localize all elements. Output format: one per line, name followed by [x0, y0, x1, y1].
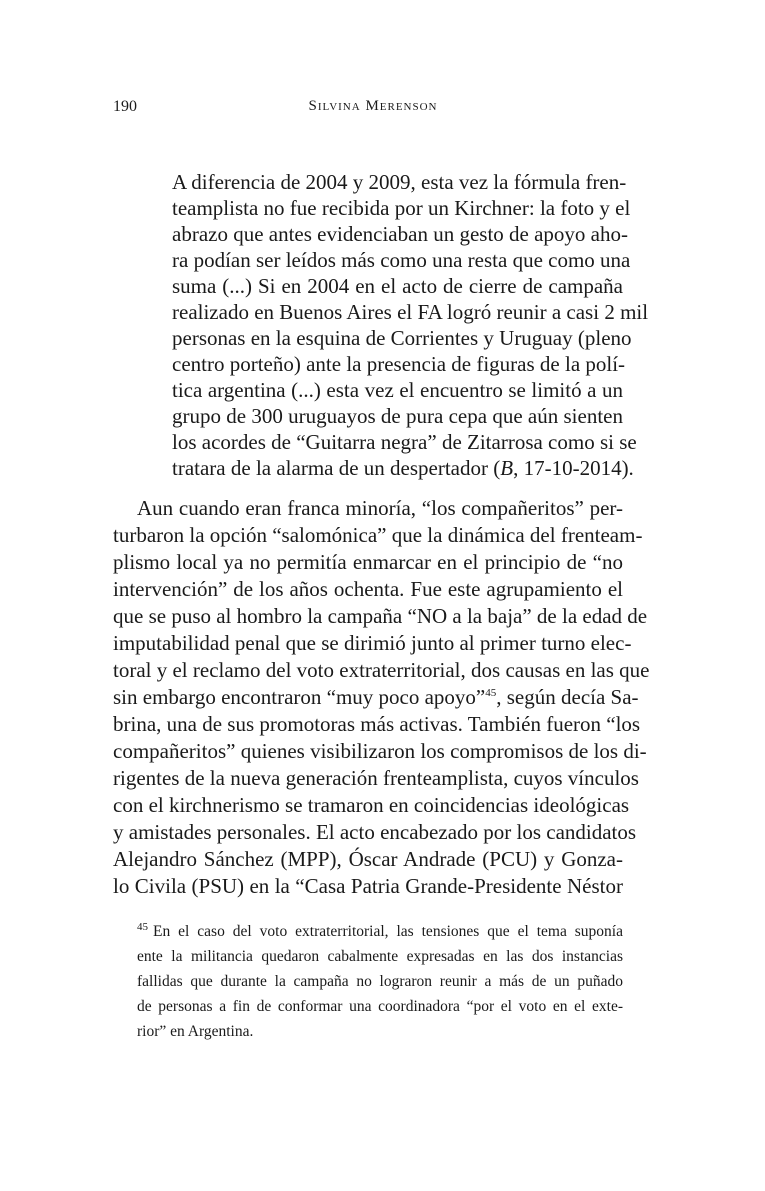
footnote-line: fallidas que durante la campaña no lograron reunir a más de un puñado [137, 973, 623, 990]
body-line: compañeritos” quienes visibilizaron los compromisos de los di- [113, 739, 647, 763]
body-line: imputabilidad penal que se dirimió junto al primer turno elec- [113, 631, 632, 655]
body-line: que se puso al hombro la campaña “NO a la baja” de la edad de [113, 604, 648, 628]
body-line: brina, una de sus promotoras más activas. También fueron “los [113, 712, 641, 736]
body-line: turbaron la opción “salomónica” que la dinámica del frenteam- [113, 523, 643, 547]
body-line: intervención” de los años ochenta. Fue este agrupamiento el [113, 577, 623, 601]
running-head: Silvina Merenson [308, 98, 438, 114]
quote-line: grupo de 300 uruguayos de pura cepa que aún sienten [172, 404, 623, 428]
quote-line: ra podían ser leídos más como una resta que como una [172, 248, 631, 272]
quote-text: tratara de la alarma de un despertador ( [172, 456, 501, 480]
quote-date: , 17-10-2014). [513, 456, 634, 480]
footnote-line: de personas a fin de conformar una coordinadora “por el voto en el exte- [137, 998, 623, 1015]
footnote-mark: 45 [137, 921, 148, 933]
body-line: toral y el reclamo del voto extraterritorial, dos causas en las que [113, 658, 650, 682]
body-line: Aun cuando eran franca minoría, “los compañeritos” per- [137, 496, 623, 520]
body-text: , según decía Sa- [496, 685, 639, 709]
quote-line: personas en la esquina de Corrientes y Uruguay (pleno [172, 326, 632, 350]
footnote-line: rior” en Argentina. [137, 1023, 254, 1040]
page-number: 190 [113, 98, 137, 115]
body-line: plismo local ya no permitía enmarcar en el principio de “no [113, 550, 623, 574]
body-line: Alejandro Sánchez (MPP), Óscar Andrade (PCU) y Gonza- [113, 847, 623, 871]
quote-line: abrazo que antes evidenciaban un gesto de apoyo aho- [172, 222, 628, 246]
quote-line: tica argentina (...) esta vez el encuentro se limitó a un [172, 378, 623, 402]
body-line-with-footnote-ref [113, 683, 639, 711]
quote-line-last [172, 454, 634, 482]
quote-line: realizado en Buenos Aires el FA logró reunir a casi 2 mil [172, 300, 649, 324]
body-text: sin embargo encontraron “muy poco apoyo” [113, 685, 486, 709]
quote-line: los acordes de “Guitarra negra” de Zitarrosa como si se [172, 430, 637, 454]
quote-line: A diferencia de 2004 y 2009, esta vez la fórmula fren- [172, 170, 627, 194]
body-line: con el kirchnerismo se tramaron en coincidencias ideológicas [113, 793, 630, 817]
footnote-line: ente la militancia quedaron cabalmente expresadas en las dos instancias [137, 948, 623, 965]
footnote-line [137, 921, 623, 944]
footnote-text: En el caso del voto extraterritorial, las tensiones que el tema suponía [153, 923, 623, 940]
quote-line: suma (...) Si en 2004 en el acto de cierre de campaña [172, 274, 623, 298]
body-line: rigentes de la nueva generación frenteamplista, cuyos vínculos [113, 766, 639, 790]
footnote-ref[interactable]: 45 [485, 687, 497, 699]
quote-line: teamplista no fue recibida por un Kirchner: la foto y el [172, 196, 631, 220]
quote-source-italic: B [500, 456, 514, 480]
body-line: lo Civila (PSU) en la “Casa Patria Grande-Presidente Néstor [113, 874, 623, 898]
page-header [113, 98, 633, 122]
body-line: y amistades personales. El acto encabezado por los candidatos [113, 820, 637, 844]
quote-line: centro porteño) ante la presencia de figuras de la polí- [172, 352, 626, 376]
